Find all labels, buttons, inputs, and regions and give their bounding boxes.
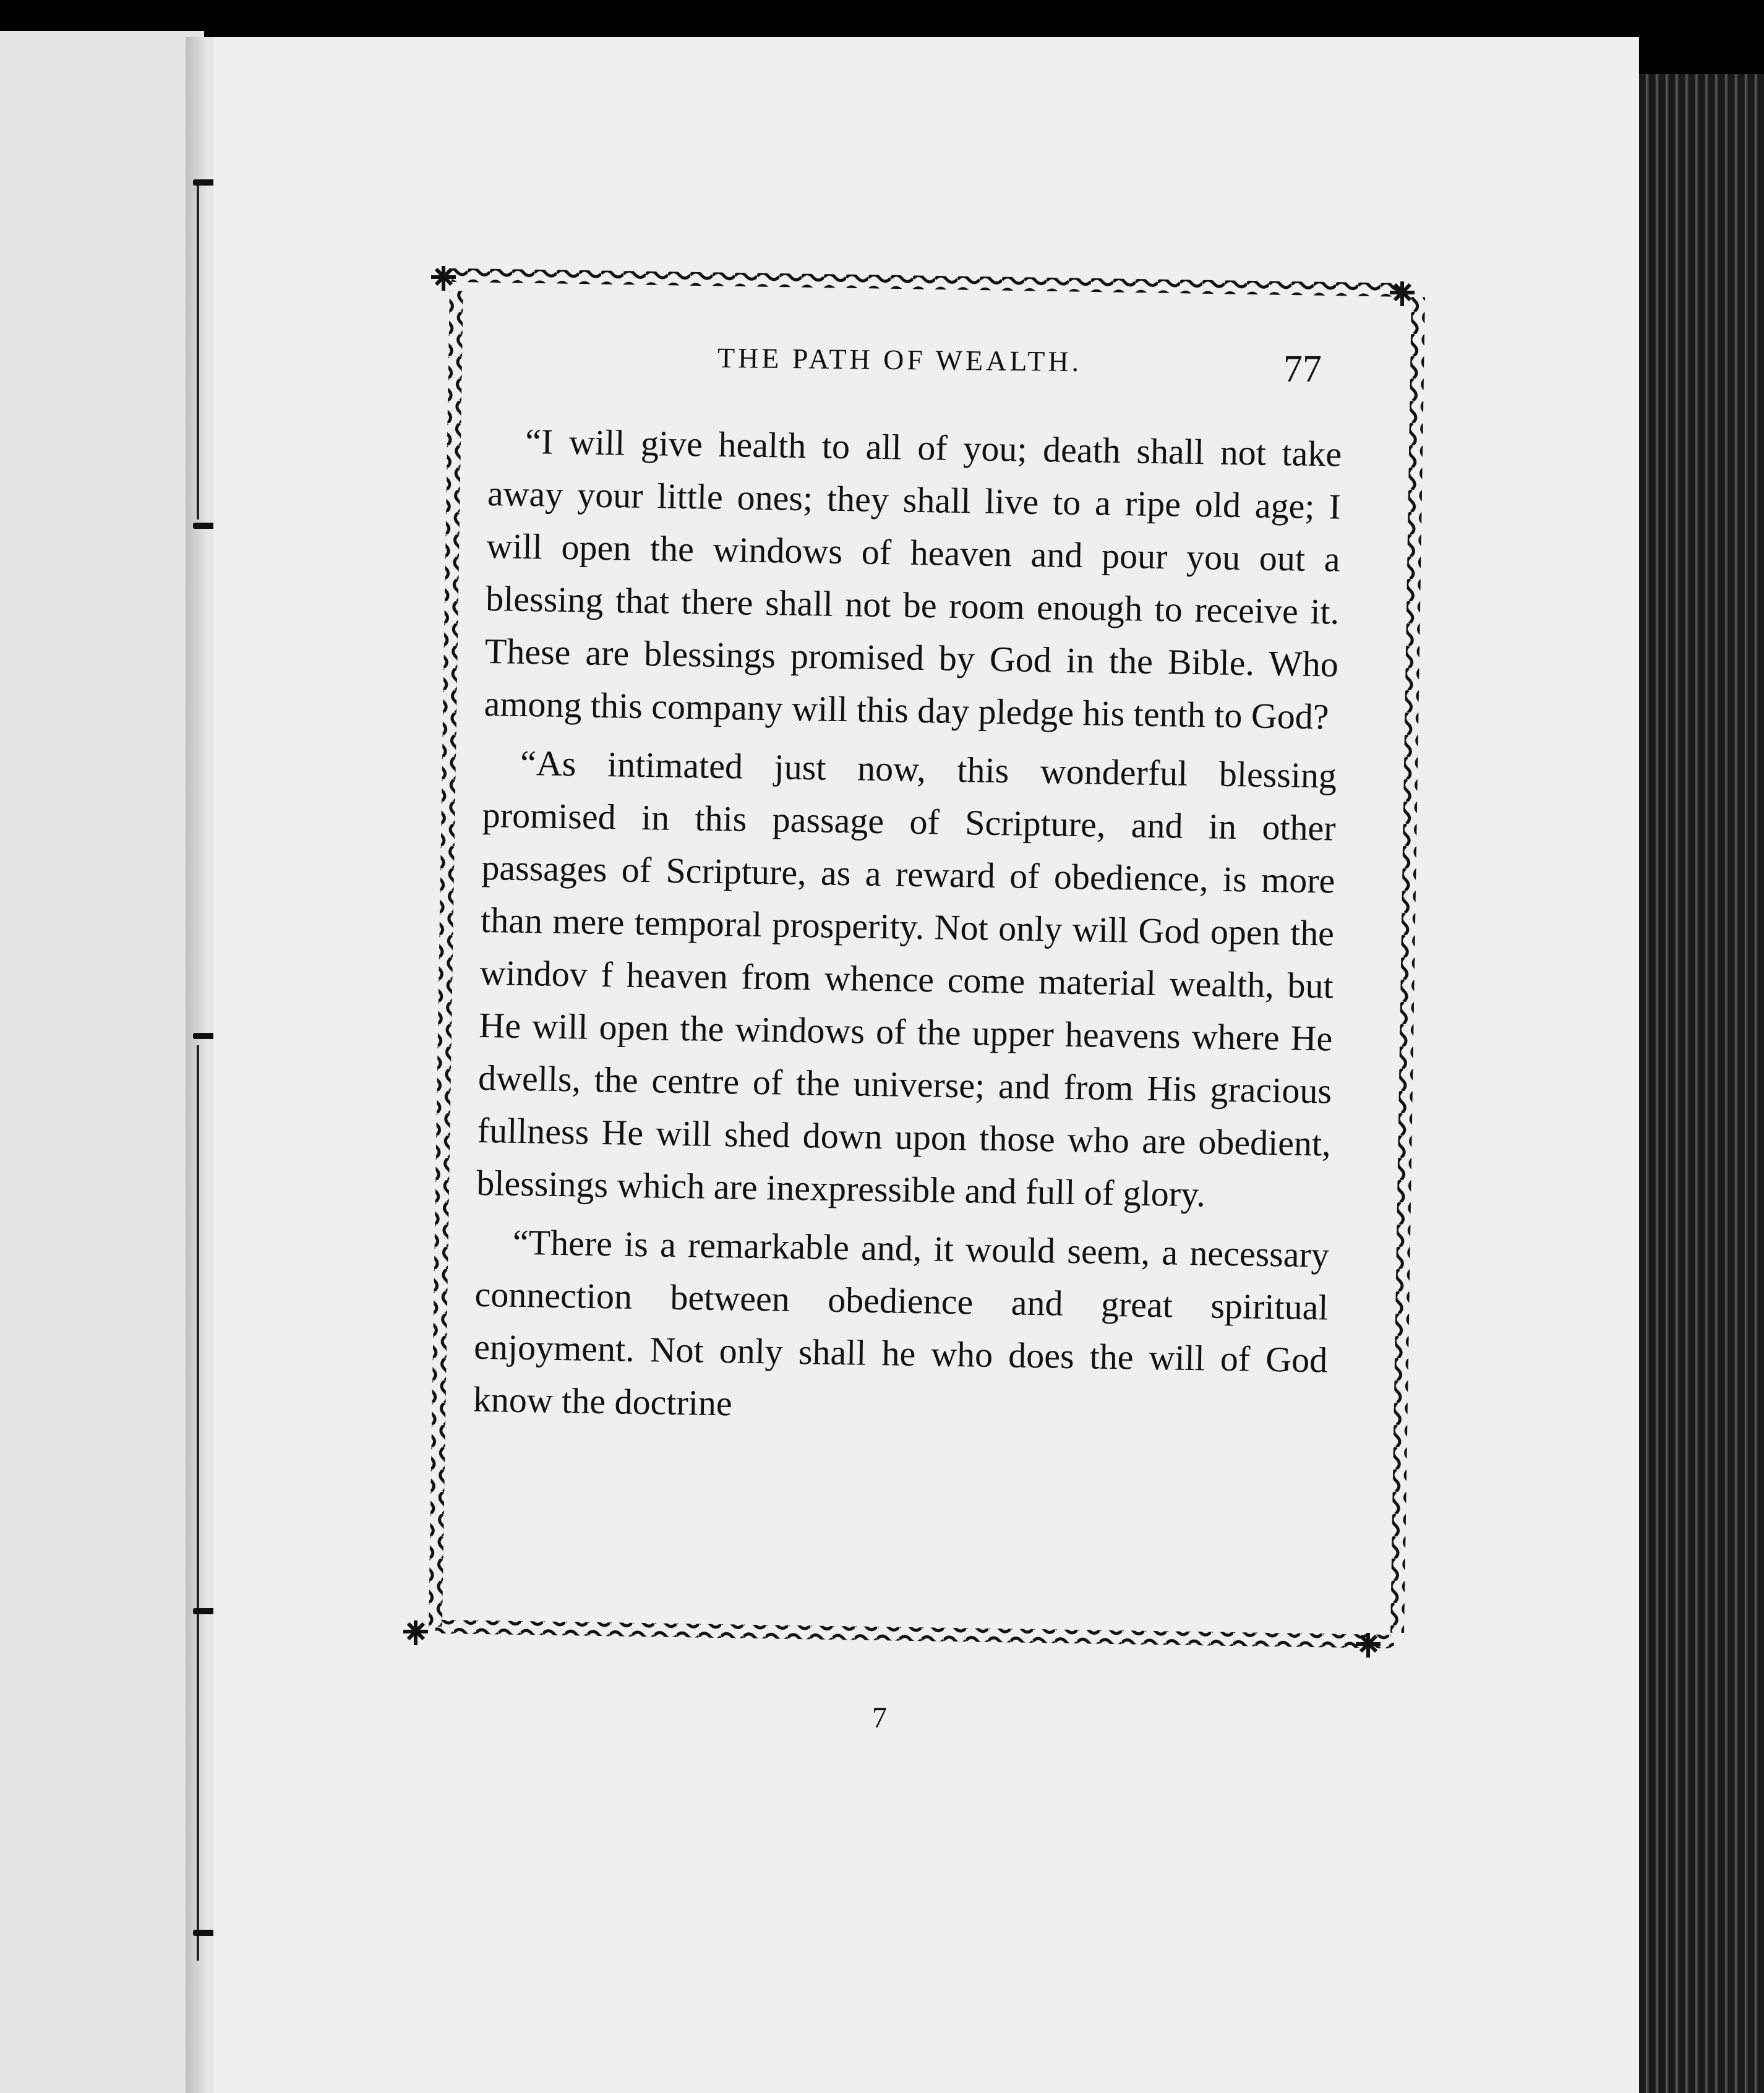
paragraph: “There is a remarkable and, it would seem, a necessary connection between obedience and great spiritual enjoyment. Not only shall he who does the will of God know the doctrine	[473, 1222, 1330, 1424]
corner-ornament-icon	[431, 266, 456, 291]
paragraph: “I will give health to all of you; death shall not take away your little ones; they shall live to a ripe old age; I will open the windows of heaven and pour you out a blessing that there shall not be room enough to receive it. These are blessings promised by God in the Bible. Who among this company will this day pledge his tenth to God?	[484, 421, 1342, 737]
signature-mark: 7	[872, 1701, 887, 1734]
paragraph: “As intimated just now, this wonderful blessing promised in this passage of Scripture, and in other passages of Scripture, as a reward of obedience, is more than mere temporal prosperity. Not only will God open the windov f heaven from whence come material wealth, but He will open the windows of the upper heavens where He dwells, the centre of the universe; and from His gracious fullness He will shed down upon those who are obedient, blessings which are inexpressible and full of glory.	[476, 742, 1337, 1215]
border-bottom	[435, 1620, 1394, 1648]
running-head: THE PATH OF WEALTH.	[717, 341, 1082, 378]
corner-ornament-icon	[403, 1620, 428, 1645]
border-left	[429, 291, 463, 1627]
page-number: 77	[1283, 348, 1322, 390]
body-text	[473, 414, 1342, 1444]
border-top	[452, 268, 1404, 297]
border-right	[1390, 297, 1425, 1633]
